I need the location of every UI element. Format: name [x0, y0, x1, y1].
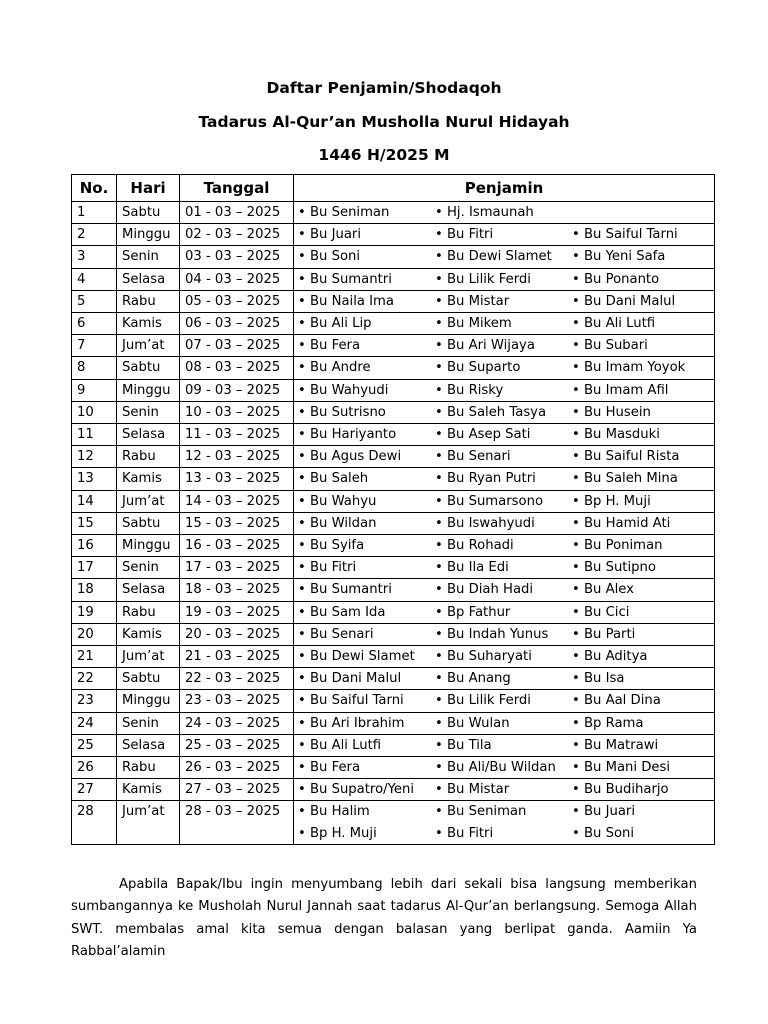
cell-penjamin [294, 512, 715, 534]
cell-tanggal: 28 - 03 – 2025 [180, 801, 294, 845]
penjamin-name: • Bu Senari [294, 624, 432, 645]
cell-tanggal: 18 - 03 – 2025 [180, 579, 294, 601]
cell-penjamin [294, 246, 715, 268]
penjamin-name: • Bu Fitri [432, 224, 569, 245]
title-line-3: 1446 H/2025 M [318, 146, 450, 164]
penjamin-name: • Bu Matrawi [569, 735, 702, 756]
cell-tanggal: 21 - 03 – 2025 [180, 646, 294, 668]
table-row [72, 512, 715, 534]
cell-penjamin [294, 202, 715, 224]
cell-no: 13 [72, 468, 117, 490]
cell-tanggal: 17 - 03 – 2025 [180, 557, 294, 579]
penjamin-line [294, 823, 714, 844]
cell-no: 28 [72, 801, 117, 845]
cell-no: 8 [72, 357, 117, 379]
table-row [72, 646, 715, 668]
penjamin-name: • Bu Mani Desi [569, 757, 702, 778]
penjamin-line [294, 269, 714, 290]
penjamin-name: • Bu Halim [294, 801, 432, 822]
cell-no: 1 [72, 202, 117, 224]
cell-tanggal: 02 - 03 – 2025 [180, 224, 294, 246]
cell-penjamin [294, 712, 715, 734]
penjamin-name: • Bu Ali Lip [294, 313, 432, 334]
penjamin-line [294, 713, 714, 734]
table-row [72, 623, 715, 645]
penjamin-line [294, 202, 714, 223]
penjamin-line [294, 313, 714, 334]
penjamin-name: • Bu Saleh Tasya [432, 402, 569, 423]
cell-hari: Kamis [117, 313, 180, 335]
cell-penjamin [294, 313, 715, 335]
penjamin-name: • Bu Soni [294, 246, 432, 267]
penjamin-line [294, 735, 714, 756]
cell-penjamin [294, 224, 715, 246]
cell-hari: Minggu [117, 379, 180, 401]
cell-hari: Senin [117, 712, 180, 734]
cell-hari: Sabtu [117, 668, 180, 690]
cell-no: 2 [72, 224, 117, 246]
cell-hari: Jum’at [117, 490, 180, 512]
cell-hari: Selasa [117, 268, 180, 290]
cell-no: 14 [72, 490, 117, 512]
penjamin-name: • Bu Sumantri [294, 269, 432, 290]
penjamin-name: • Bu Asep Sati [432, 424, 569, 445]
closing-paragraph-text: Apabila Bapak/Ibu ingin menyumbang lebih dari sekali bisa langsung memberikan sumbangannya ke Musholah Nurul Jannah saat tadarus Al-Qur’an berlangsung. Semoga Allah SWT. membalas amal kita semua dengan balasan yang berlipat ganda. Aamiin Ya Rabbal’alamin [71, 877, 697, 959]
penjamin-name: • Bu Juari [569, 801, 702, 822]
penjamin-name: • Bu Indah Yunus [432, 624, 569, 645]
penjamin-line [294, 224, 714, 245]
table-row [72, 246, 715, 268]
cell-hari: Minggu [117, 690, 180, 712]
penjamin-name: • Bu Sumantri [294, 579, 432, 600]
cell-penjamin [294, 379, 715, 401]
penjamin-name: • Hj. Ismaunah [432, 202, 569, 223]
header-hari: Hari [117, 175, 180, 202]
penjamin-name: • Bu Mistar [432, 291, 569, 312]
cell-no: 9 [72, 379, 117, 401]
table-row [72, 690, 715, 712]
cell-penjamin [294, 623, 715, 645]
penjamin-name: • Bu Seniman [432, 801, 569, 822]
cell-no: 23 [72, 690, 117, 712]
cell-hari: Senin [117, 401, 180, 423]
table-row [72, 579, 715, 601]
penjamin-name: • Bu Juari [294, 224, 432, 245]
penjamin-name: • Bu Wildan [294, 513, 432, 534]
penjamin-name: • Bp Rama [569, 713, 702, 734]
penjamin-name: • Bu Ali Lutfi [569, 313, 702, 334]
penjamin-name: • Bu Saiful Rista [569, 446, 702, 467]
table-row [72, 712, 715, 734]
penjamin-name: • Bu Lilik Ferdi [432, 269, 569, 290]
penjamin-name: • Bu Dani Malul [569, 291, 702, 312]
cell-hari: Rabu [117, 290, 180, 312]
penjamin-name: • Bu Fera [294, 335, 432, 356]
table-row [72, 335, 715, 357]
penjamin-name: • Bu Seniman [294, 202, 432, 223]
penjamin-name: • Bu Lilik Ferdi [432, 690, 569, 711]
penjamin-line [294, 491, 714, 512]
penjamin-name: • Bu Imam Yoyok [569, 357, 702, 378]
table-row [72, 224, 715, 246]
cell-hari: Kamis [117, 779, 180, 801]
penjamin-name: • Bu Isa [569, 668, 702, 689]
cell-no: 11 [72, 424, 117, 446]
penjamin-name: • Bu Naila Ima [294, 291, 432, 312]
table-row [72, 357, 715, 379]
cell-no: 5 [72, 290, 117, 312]
cell-tanggal: 04 - 03 – 2025 [180, 268, 294, 290]
cell-no: 25 [72, 734, 117, 756]
cell-no: 16 [72, 535, 117, 557]
cell-no: 15 [72, 512, 117, 534]
table-row [72, 379, 715, 401]
penjamin-line [294, 579, 714, 600]
table-row [72, 202, 715, 224]
cell-penjamin [294, 779, 715, 801]
penjamin-name: • Bu Masduki [569, 424, 702, 445]
title-line-2: Tadarus Al-Qur’an Musholla Nurul Hidayah [198, 112, 570, 131]
cell-no: 17 [72, 557, 117, 579]
cell-tanggal: 25 - 03 – 2025 [180, 734, 294, 756]
cell-tanggal: 05 - 03 – 2025 [180, 290, 294, 312]
cell-penjamin [294, 801, 715, 845]
penjamin-line [294, 513, 714, 534]
penjamin-line [294, 757, 714, 778]
cell-tanggal: 27 - 03 – 2025 [180, 779, 294, 801]
penjamin-name: • Bu Anang [432, 668, 569, 689]
penjamin-name: • Bu Cici [569, 602, 702, 623]
cell-tanggal: 11 - 03 – 2025 [180, 424, 294, 446]
cell-hari: Selasa [117, 734, 180, 756]
table-row [72, 313, 715, 335]
cell-tanggal: 08 - 03 – 2025 [180, 357, 294, 379]
penjamin-line [294, 380, 714, 401]
penjamin-name: • Bu Fera [294, 757, 432, 778]
cell-hari: Senin [117, 246, 180, 268]
penjamin-line [294, 468, 714, 489]
penjamin-name: • Bu Agus Dewi [294, 446, 432, 467]
cell-hari: Selasa [117, 424, 180, 446]
cell-no: 3 [72, 246, 117, 268]
cell-hari: Jum’at [117, 646, 180, 668]
cell-no: 6 [72, 313, 117, 335]
penjamin-name: • Bu Ryan Putri [432, 468, 569, 489]
cell-hari: Selasa [117, 579, 180, 601]
penjamin-line [294, 690, 714, 711]
penjamin-name: • Bu Saiful Tarni [569, 224, 702, 245]
penjamin-name: • Bu Fitri [432, 823, 569, 844]
schedule-table [71, 174, 715, 845]
cell-hari: Sabtu [117, 512, 180, 534]
cell-tanggal: 07 - 03 – 2025 [180, 335, 294, 357]
penjamin-name: • Bu Andre [294, 357, 432, 378]
penjamin-name: • Bu Suharyati [432, 646, 569, 667]
cell-hari: Senin [117, 557, 180, 579]
cell-tanggal: 24 - 03 – 2025 [180, 712, 294, 734]
penjamin-name: • Bu Wahyudi [294, 380, 432, 401]
cell-hari: Rabu [117, 446, 180, 468]
penjamin-line [294, 424, 714, 445]
penjamin-name: • Bu Ari Wijaya [432, 335, 569, 356]
penjamin-name: • Bu Alex [569, 579, 702, 600]
cell-tanggal: 20 - 03 – 2025 [180, 623, 294, 645]
cell-hari: Sabtu [117, 357, 180, 379]
penjamin-line [294, 535, 714, 556]
cell-hari: Sabtu [117, 202, 180, 224]
cell-penjamin [294, 357, 715, 379]
cell-penjamin [294, 446, 715, 468]
penjamin-name: • Bu Sutipno [569, 557, 702, 578]
header-tanggal: Tanggal [180, 175, 294, 202]
cell-no: 20 [72, 623, 117, 645]
penjamin-line [294, 668, 714, 689]
penjamin-line [294, 246, 714, 267]
header-penjamin: Penjamin [294, 175, 715, 202]
penjamin-name: • Bu Fitri [294, 557, 432, 578]
penjamin-name: • Bu Supatro/Yeni [294, 779, 432, 800]
penjamin-name: • Bu Ali/Bu Wildan [432, 757, 569, 778]
cell-hari: Rabu [117, 757, 180, 779]
table-row [72, 535, 715, 557]
cell-no: 24 [72, 712, 117, 734]
document-title-block [0, 72, 768, 173]
penjamin-name: • Bu Dani Malul [294, 668, 432, 689]
penjamin-line [294, 357, 714, 378]
table-row [72, 268, 715, 290]
cell-no: 27 [72, 779, 117, 801]
penjamin-name: • Bu Subari [569, 335, 702, 356]
cell-penjamin [294, 601, 715, 623]
cell-tanggal: 26 - 03 – 2025 [180, 757, 294, 779]
cell-penjamin [294, 690, 715, 712]
penjamin-name: • Bu Diah Hadi [432, 579, 569, 600]
penjamin-line [294, 602, 714, 623]
cell-hari: Minggu [117, 224, 180, 246]
penjamin-line [294, 335, 714, 356]
cell-penjamin [294, 668, 715, 690]
table-header-row [72, 175, 715, 202]
penjamin-name: • Bu Tila [432, 735, 569, 756]
penjamin-name: • Bu Imam Afil [569, 380, 702, 401]
table-row [72, 801, 715, 845]
cell-penjamin [294, 401, 715, 423]
penjamin-name: • Bu Rohadi [432, 535, 569, 556]
penjamin-name: • Bu Ila Edi [432, 557, 569, 578]
penjamin-name: • Bu Ponanto [569, 269, 702, 290]
penjamin-name: • Bu Syifa [294, 535, 432, 556]
penjamin-name: • Bu Risky [432, 380, 569, 401]
cell-hari: Jum’at [117, 335, 180, 357]
penjamin-name: • Bu Aditya [569, 646, 702, 667]
cell-tanggal: 15 - 03 – 2025 [180, 512, 294, 534]
penjamin-name: • Bu Dewi Slamet [432, 246, 569, 267]
table-body [72, 202, 715, 845]
penjamin-name: • Bu Poniman [569, 535, 702, 556]
penjamin-name: • Bu Dewi Slamet [294, 646, 432, 667]
cell-no: 12 [72, 446, 117, 468]
penjamin-name: • Bu Mistar [432, 779, 569, 800]
penjamin-name: • Bu Sam Ida [294, 602, 432, 623]
penjamin-name: • Bu Hariyanto [294, 424, 432, 445]
table-row [72, 779, 715, 801]
penjamin-name: • Bu Parti [569, 624, 702, 645]
penjamin-name: • Bu Ari Ibrahim [294, 713, 432, 734]
penjamin-name: • Bu Sutrisno [294, 402, 432, 423]
penjamin-name: • Bu Wahyu [294, 491, 432, 512]
penjamin-name: • Bu Ali Lutfi [294, 735, 432, 756]
penjamin-name: • Bu Iswahyudi [432, 513, 569, 534]
penjamin-name: • Bp H. Muji [569, 491, 702, 512]
cell-no: 4 [72, 268, 117, 290]
cell-tanggal: 19 - 03 – 2025 [180, 601, 294, 623]
cell-no: 7 [72, 335, 117, 357]
cell-tanggal: 01 - 03 – 2025 [180, 202, 294, 224]
penjamin-name: • Bu Budiharjo [569, 779, 702, 800]
header-no: No. [72, 175, 117, 202]
cell-tanggal: 14 - 03 – 2025 [180, 490, 294, 512]
penjamin-name: • Bu Senari [432, 446, 569, 467]
penjamin-name: • Bu Husein [569, 402, 702, 423]
cell-penjamin [294, 424, 715, 446]
closing-paragraph [71, 874, 697, 963]
cell-tanggal: 10 - 03 – 2025 [180, 401, 294, 423]
penjamin-line [294, 646, 714, 667]
cell-no: 21 [72, 646, 117, 668]
table-row [72, 424, 715, 446]
penjamin-line [294, 779, 714, 800]
cell-penjamin [294, 557, 715, 579]
penjamin-line [294, 801, 714, 822]
title-line-1: Daftar Penjamin/Shodaqoh [266, 79, 502, 97]
cell-hari: Rabu [117, 601, 180, 623]
table-row [72, 468, 715, 490]
cell-no: 18 [72, 579, 117, 601]
penjamin-line [294, 557, 714, 578]
penjamin-name: • Bu Suparto [432, 357, 569, 378]
table-row [72, 668, 715, 690]
table-row [72, 734, 715, 756]
penjamin-line [294, 446, 714, 467]
cell-no: 26 [72, 757, 117, 779]
table-row [72, 601, 715, 623]
cell-tanggal: 13 - 03 – 2025 [180, 468, 294, 490]
cell-penjamin [294, 290, 715, 312]
penjamin-line [294, 624, 714, 645]
penjamin-name: • Bu Saleh Mina [569, 468, 702, 489]
cell-penjamin [294, 468, 715, 490]
table-row [72, 446, 715, 468]
penjamin-name [569, 202, 702, 223]
cell-tanggal: 06 - 03 – 2025 [180, 313, 294, 335]
penjamin-name: • Bu Hamid Ati [569, 513, 702, 534]
penjamin-name: • Bp Fathur [432, 602, 569, 623]
cell-hari: Minggu [117, 535, 180, 557]
table-row [72, 757, 715, 779]
cell-tanggal: 09 - 03 – 2025 [180, 379, 294, 401]
table-row [72, 290, 715, 312]
cell-penjamin [294, 268, 715, 290]
cell-tanggal: 03 - 03 – 2025 [180, 246, 294, 268]
cell-penjamin [294, 535, 715, 557]
cell-penjamin [294, 490, 715, 512]
table-row [72, 557, 715, 579]
cell-penjamin [294, 335, 715, 357]
penjamin-name: • Bu Mikem [432, 313, 569, 334]
penjamin-name: • Bu Aal Dina [569, 690, 702, 711]
cell-no: 22 [72, 668, 117, 690]
cell-no: 10 [72, 401, 117, 423]
penjamin-name: • Bp H. Muji [294, 823, 432, 844]
cell-tanggal: 12 - 03 – 2025 [180, 446, 294, 468]
cell-hari: Jum’at [117, 801, 180, 845]
cell-hari: Kamis [117, 623, 180, 645]
cell-no: 19 [72, 601, 117, 623]
cell-penjamin [294, 734, 715, 756]
cell-tanggal: 22 - 03 – 2025 [180, 668, 294, 690]
penjamin-line [294, 402, 714, 423]
penjamin-name: • Bu Wulan [432, 713, 569, 734]
table-row [72, 401, 715, 423]
penjamin-name: • Bu Yeni Safa [569, 246, 702, 267]
table-row [72, 490, 715, 512]
cell-tanggal: 16 - 03 – 2025 [180, 535, 294, 557]
cell-penjamin [294, 579, 715, 601]
penjamin-name: • Bu Saiful Tarni [294, 690, 432, 711]
penjamin-line [294, 291, 714, 312]
cell-penjamin [294, 646, 715, 668]
penjamin-name: • Bu Sumarsono [432, 491, 569, 512]
penjamin-name: • Bu Soni [569, 823, 702, 844]
cell-hari: Kamis [117, 468, 180, 490]
cell-tanggal: 23 - 03 – 2025 [180, 690, 294, 712]
cell-penjamin [294, 757, 715, 779]
penjamin-name: • Bu Saleh [294, 468, 432, 489]
